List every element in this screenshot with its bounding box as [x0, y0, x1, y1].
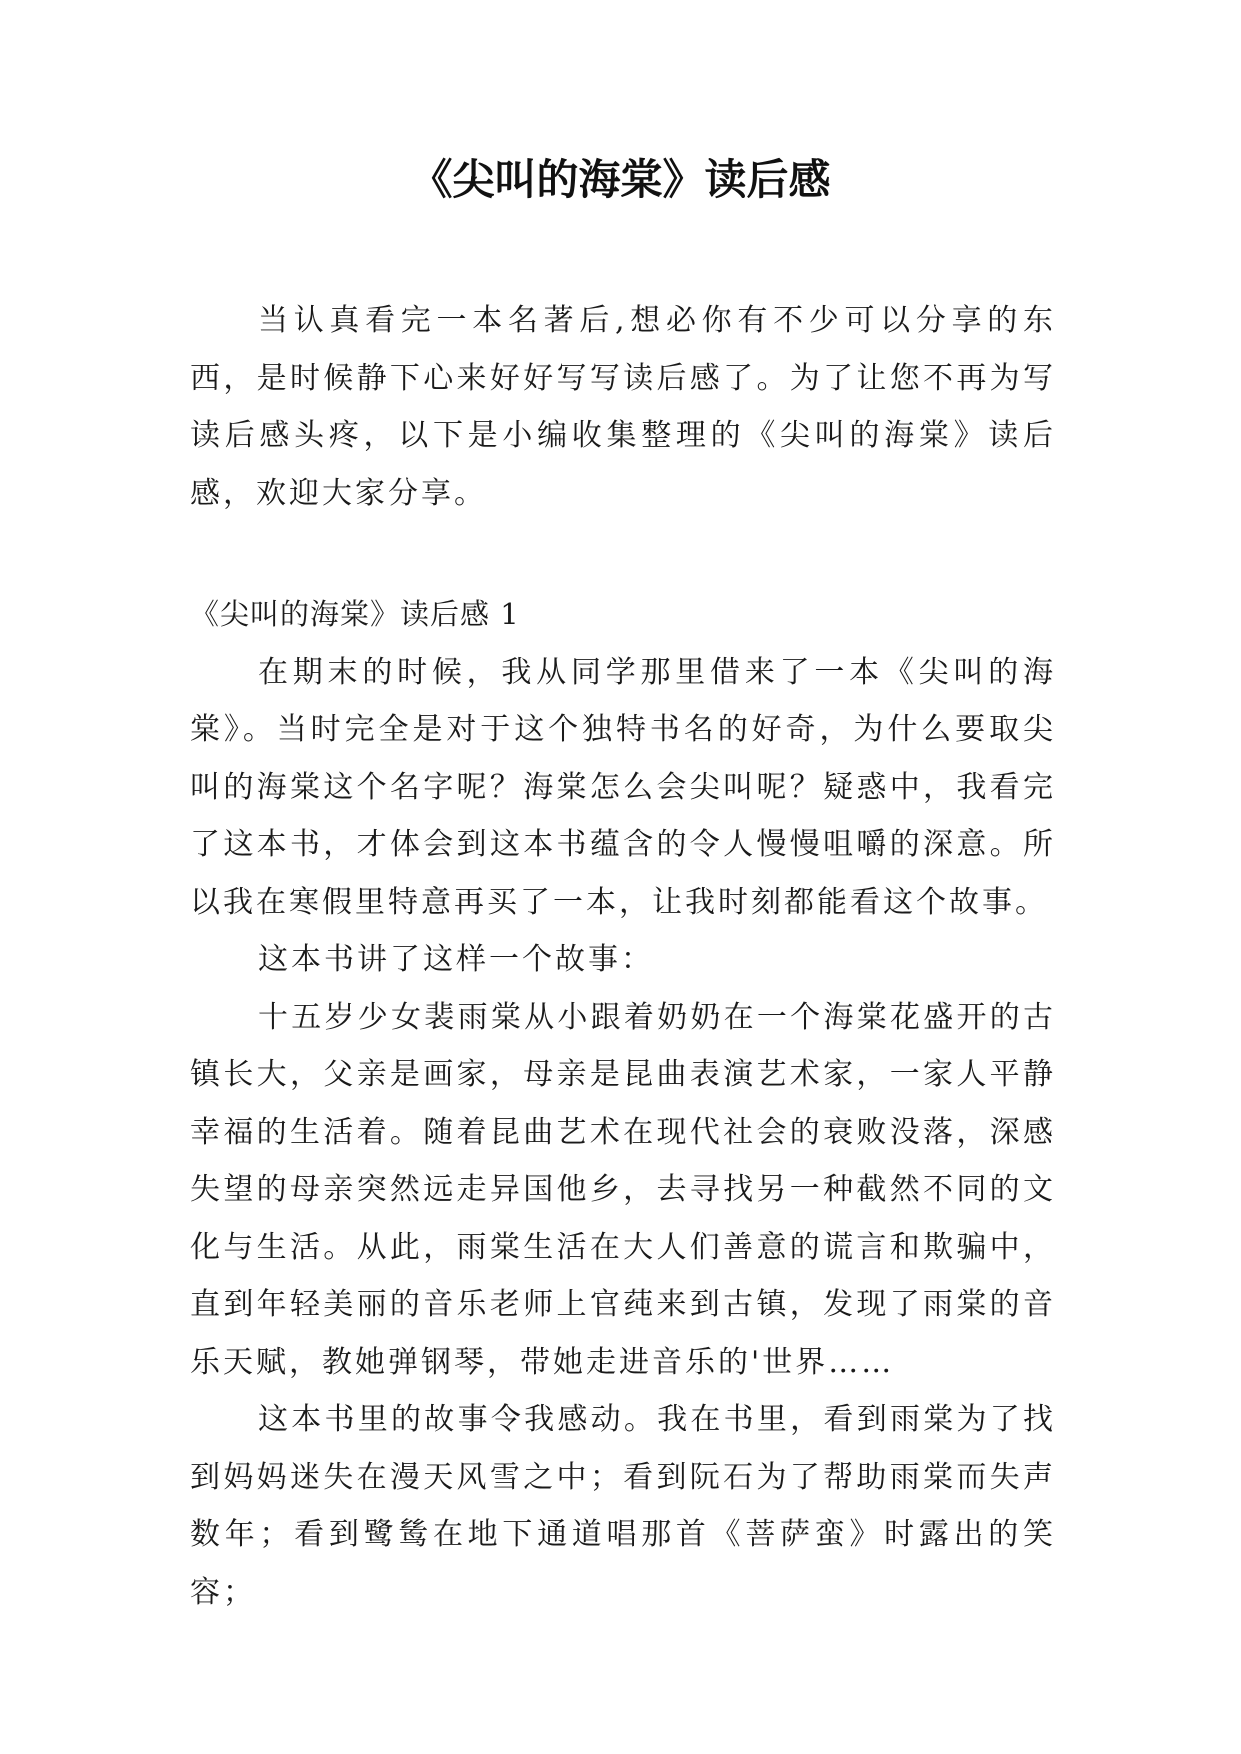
body-paragraph-3: 十五岁少女裴雨棠从小跟着奶奶在一个海棠花盛开的古镇长大，父亲是画家，母亲是昆曲表演艺术家，一家人平静幸福的生活着。随着昆曲艺术在现代社会的衰败没落，深感失望的母亲突然远走异国他乡，去寻找另一种截然不同的文化与生活。从此，雨棠生活在大人们善意的谎言和欺骗中，直到年轻美丽的音乐老师上官莼来到古镇，发现了雨棠的音乐天赋，教她弹钢琴，带她走进音乐的'世界……	[190, 999, 1056, 1380]
body-paragraph-2: 这本书讲了这样一个故事：	[258, 942, 654, 977]
section-spacer	[190, 522, 1056, 586]
body-paragraph-4: 这本书里的故事令我感动。我在书里，看到雨棠为了找到妈妈迷失在漫天风雪之中；看到阮石为了帮助雨棠而失声数年；看到鹭鸶在地下通道唱那首《菩萨蛮》时露出的笑容；	[190, 1402, 1056, 1610]
section-heading: 《尖叫的海棠》读后感 1	[190, 597, 520, 631]
document-body	[190, 292, 1056, 1621]
body-paragraph-1: 在期末的时候，我从同学那里借来了一本《尖叫的海棠》。当时完全是对于这个独特书名的好奇，为什么要取尖叫的海棠这个名字呢？海棠怎么会尖叫呢？疑惑中，我看完了这本书，才体会到这本书蕴含的令人慢慢咀嚼的深意。所以我在寒假里特意再买了一本，让我时刻都能看这个故事。	[190, 654, 1056, 920]
intro-paragraph: 当认真看完一本名著后,想必你有不少可以分享的东西，是时候静下心来好好写写读后感了。为了让您不再为写读后感头疼，以下是小编收集整理的《尖叫的海棠》读后感，欢迎大家分享。	[190, 303, 1056, 511]
document-title: 《尖叫的海棠》读后感	[410, 155, 831, 204]
